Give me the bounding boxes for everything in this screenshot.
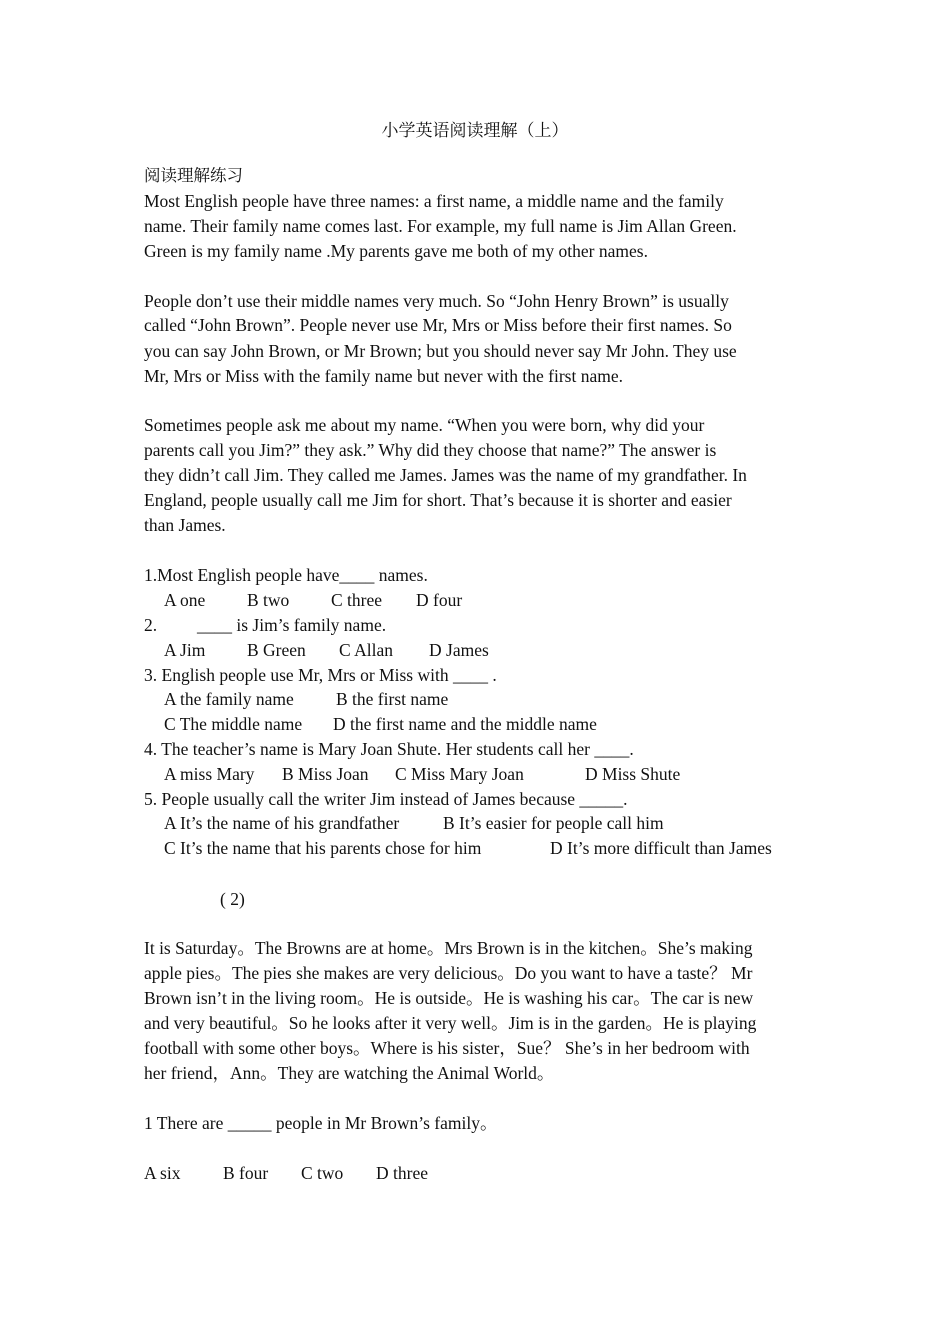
passage-line: you can say John Brown, or Mr Brown; but you should never say Mr John. They use <box>144 341 737 361</box>
options-row <box>164 812 664 834</box>
passage-line: Brown isn’t in the living room。He is outside。He is washing his car。The car is new <box>144 988 754 1008</box>
question-stem: 5. People usually call the writer Jim instead of James because _____. <box>144 789 628 809</box>
options-row <box>164 639 489 661</box>
option: D the first name and the middle name <box>333 714 597 734</box>
passage-line: Most English people have three names: a first name, a middle name and the family <box>144 191 724 211</box>
passage-line: they didn’t call Jim. They called me James. James was the name of my grandfather. In <box>144 465 747 485</box>
question-stem: 1.Most English people have____ names. <box>144 565 428 585</box>
option: A It’s the name of his grandfather <box>164 813 400 833</box>
option: A the family name <box>164 689 294 709</box>
option: A six <box>144 1163 181 1183</box>
option: D It’s more difficult than James <box>550 838 772 858</box>
passage-line: England, people usually call me Jim for short. That’s because it is shorter and easier <box>144 490 732 510</box>
passage-line: and very beautiful。So he looks after it very well。Jim is in the garden。He is playing <box>144 1013 757 1033</box>
options-row <box>164 837 772 859</box>
passage-line: her friend，Ann。They are watching the Animal World。 <box>144 1063 555 1083</box>
passage-line: It is Saturday。The Browns are at home。Mrs Brown is in the kitchen。She’s making <box>144 938 753 958</box>
passage-line: Sometimes people ask me about my name. “When you were born, why did your <box>144 415 705 435</box>
section-label: 阅读理解练习 <box>144 166 243 185</box>
passage-line: called “John Brown”. People never use Mr, Mrs or Miss before their first names. So <box>144 315 732 335</box>
passage-line: Mr, Mrs or Miss with the family name but never with the first name. <box>144 366 624 386</box>
option: C Allan <box>339 640 393 660</box>
option: D Miss Shute <box>585 764 681 784</box>
options-row <box>164 688 448 710</box>
question-stem: ____ is Jim’s family name. <box>197 615 387 635</box>
options-row <box>164 713 597 735</box>
option: D James <box>429 640 489 660</box>
question-stem: 1 There are _____ people in Mr Brown’s family。 <box>144 1113 498 1133</box>
passage-line: parents call you Jim?” they ask.” Why did they choose that name?” The answer is <box>144 440 717 460</box>
passage-line: Green is my family name .My parents gave me both of my other names. <box>144 241 648 261</box>
passage-line: apple pies。The pies she makes are very delicious。Do you want to have a taste？ Mr <box>144 963 753 983</box>
question-stem: 4. The teacher’s name is Mary Joan Shute. Her students call her ____. <box>144 739 634 759</box>
options-row <box>144 1162 428 1184</box>
options-row <box>164 763 680 785</box>
option: D three <box>376 1163 428 1183</box>
option: C The middle name <box>164 714 303 734</box>
option: A Jim <box>164 640 206 660</box>
option: B two <box>247 590 290 610</box>
option: A miss Mary <box>164 764 255 784</box>
option: C three <box>331 590 383 610</box>
options-row <box>164 589 462 611</box>
option: A one <box>164 590 206 610</box>
option: B It’s easier for people call him <box>443 813 664 833</box>
question-stem: 3. English people use Mr, Mrs or Miss with ____ . <box>144 665 497 685</box>
option: B Green <box>247 640 306 660</box>
option: C two <box>301 1163 344 1183</box>
option: C It’s the name that his parents chose for him <box>164 838 482 858</box>
question-number: 2. <box>144 615 158 635</box>
option: B the first name <box>336 689 449 709</box>
option: B Miss Joan <box>282 764 369 784</box>
passage-line: People don’t use their middle names very much. So “John Henry Brown” is usually <box>144 291 729 311</box>
option: D four <box>416 590 463 610</box>
option: C Miss Mary Joan <box>395 764 524 784</box>
passage-line: than James. <box>144 515 226 535</box>
passage-line: name. Their family name comes last. For example, my full name is Jim Allan Green. <box>144 216 737 236</box>
passage-line: football with some other boys。Where is his sister，Sue？ She’s in her bedroom with <box>144 1038 750 1058</box>
section-label: ( 2) <box>220 889 245 909</box>
option: B four <box>223 1163 269 1183</box>
page-title: 小学英语阅读理解（上） <box>381 121 569 141</box>
